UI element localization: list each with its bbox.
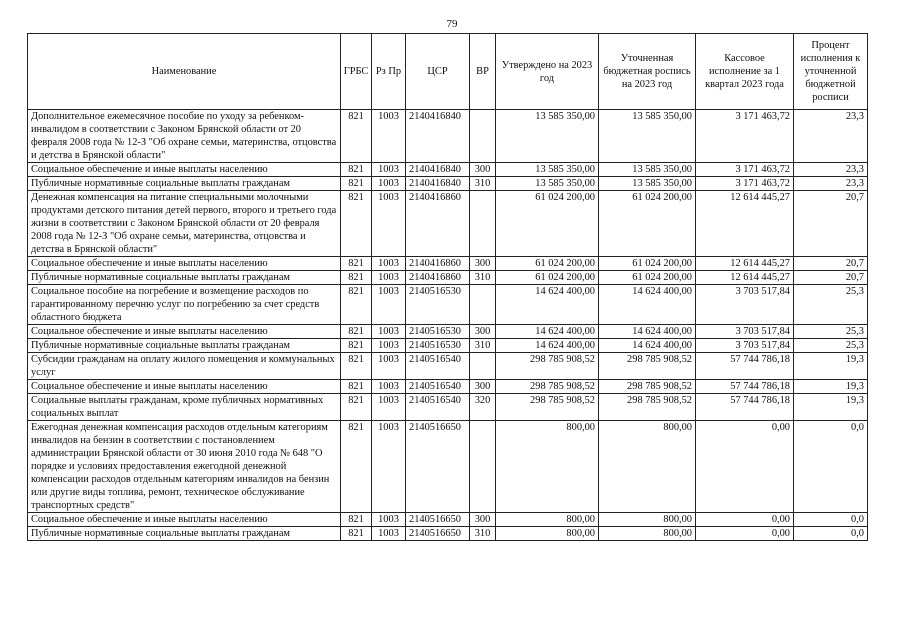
cell-grbs: 821: [341, 421, 372, 513]
cell-approved: 800,00: [496, 513, 599, 527]
cell-grbs: 821: [341, 353, 372, 380]
cell-approved: 61 024 200,00: [496, 191, 599, 257]
cell-vr: 310: [470, 271, 496, 285]
cell-cash: 3 171 463,72: [696, 163, 794, 177]
table-row: [28, 110, 868, 163]
cell-name: Публичные нормативные социальные выплаты гражданам: [28, 271, 341, 285]
cell-refined: 61 024 200,00: [599, 257, 696, 271]
cell-refined: 14 624 400,00: [599, 339, 696, 353]
table-row: [28, 325, 868, 339]
cell-name: Социальные выплаты гражданам, кроме публичных нормативных социальных выплат: [28, 394, 341, 421]
cell-csr: 2140416840: [406, 177, 470, 191]
cell-rzpr: 1003: [372, 177, 406, 191]
cell-grbs: 821: [341, 285, 372, 325]
cell-name: Социальное обеспечение и иные выплаты населению: [28, 513, 341, 527]
cell-csr: 2140416840: [406, 110, 470, 163]
cell-name: Социальное обеспечение и иные выплаты населению: [28, 325, 341, 339]
cell-refined: 13 585 350,00: [599, 110, 696, 163]
cell-name: Социальное обеспечение и иные выплаты населению: [28, 380, 341, 394]
cell-rzpr: 1003: [372, 513, 406, 527]
cell-grbs: 821: [341, 163, 372, 177]
table-row: [28, 257, 868, 271]
cell-grbs: 821: [341, 110, 372, 163]
cell-cash: 0,00: [696, 421, 794, 513]
cell-refined: 800,00: [599, 527, 696, 541]
cell-csr: 2140416840: [406, 163, 470, 177]
cell-approved: 298 785 908,52: [496, 380, 599, 394]
header-cash: Кассовое исполнение за 1 квартал 2023 года: [696, 34, 794, 110]
cell-refined: 298 785 908,52: [599, 353, 696, 380]
cell-grbs: 821: [341, 177, 372, 191]
cell-approved: 13 585 350,00: [496, 163, 599, 177]
table-body: [28, 110, 868, 541]
cell-approved: 800,00: [496, 421, 599, 513]
table-row: [28, 339, 868, 353]
cell-percent: 25,3: [794, 285, 868, 325]
cell-csr: 2140516540: [406, 353, 470, 380]
cell-cash: 3 703 517,84: [696, 285, 794, 325]
table-row: [28, 191, 868, 257]
cell-csr: 2140516650: [406, 527, 470, 541]
cell-name: Ежегодная денежная компенсация расходов отдельным категориям инвалидов на бензин в соответствии с постановлением администрации Брянской области от 30 июня 2010 года № 648 "О порядке и условиях предоставления ежегодной денежной компенсации расходов отдельным категориям инвалидов на бензин или другие виды топлива, ремонт, техническое обслуживание транспортных средств": [28, 421, 341, 513]
cell-name: Социальное обеспечение и иные выплаты населению: [28, 163, 341, 177]
cell-vr: 310: [470, 177, 496, 191]
cell-percent: 0,0: [794, 421, 868, 513]
cell-csr: 2140516540: [406, 394, 470, 421]
cell-cash: 57 744 786,18: [696, 394, 794, 421]
cell-rzpr: 1003: [372, 339, 406, 353]
table-row: [28, 527, 868, 541]
table-row: [28, 394, 868, 421]
table-row: [28, 285, 868, 325]
cell-refined: 800,00: [599, 513, 696, 527]
cell-percent: 20,7: [794, 271, 868, 285]
cell-approved: 61 024 200,00: [496, 257, 599, 271]
cell-cash: 57 744 786,18: [696, 353, 794, 380]
cell-vr: [470, 110, 496, 163]
cell-csr: 2140516650: [406, 513, 470, 527]
table-row: [28, 271, 868, 285]
cell-rzpr: 1003: [372, 110, 406, 163]
cell-percent: 0,0: [794, 513, 868, 527]
cell-name: Денежная компенсация на питание специальными молочными продуктами детского питания детей первого, второго и третьего года жизни в соответствии с Законом Брянской области от 20 февраля 2008 года № 12-З "Об охране семьи, материнства, отцовства и детства в Брянской области": [28, 191, 341, 257]
cell-percent: 0,0: [794, 527, 868, 541]
cell-cash: 12 614 445,27: [696, 257, 794, 271]
cell-refined: 13 585 350,00: [599, 163, 696, 177]
cell-name: Дополнительное ежемесячное пособие по уходу за ребенком-инвалидом в соответствии с Законом Брянской области от 20 февраля 2008 года № 12-З "Об охране семьи, материнства, отцовства и детства в Брянской области": [28, 110, 341, 163]
cell-percent: 19,3: [794, 353, 868, 380]
table-row: [28, 380, 868, 394]
budget-table: [27, 33, 868, 541]
cell-name: Публичные нормативные социальные выплаты гражданам: [28, 527, 341, 541]
cell-percent: 25,3: [794, 325, 868, 339]
cell-approved: 61 024 200,00: [496, 271, 599, 285]
cell-csr: 2140516530: [406, 325, 470, 339]
cell-vr: 300: [470, 257, 496, 271]
cell-cash: 3 703 517,84: [696, 325, 794, 339]
header-csr: ЦСР: [406, 34, 470, 110]
cell-grbs: 821: [341, 527, 372, 541]
cell-percent: 19,3: [794, 380, 868, 394]
cell-approved: 800,00: [496, 527, 599, 541]
cell-approved: 14 624 400,00: [496, 325, 599, 339]
cell-name: Субсидии гражданам на оплату жилого помещения и коммунальных услуг: [28, 353, 341, 380]
cell-refined: 14 624 400,00: [599, 285, 696, 325]
cell-rzpr: 1003: [372, 380, 406, 394]
cell-refined: 61 024 200,00: [599, 271, 696, 285]
cell-rzpr: 1003: [372, 271, 406, 285]
header-approved: Утверждено на 2023 год: [496, 34, 599, 110]
cell-approved: 14 624 400,00: [496, 285, 599, 325]
cell-approved: 13 585 350,00: [496, 110, 599, 163]
cell-name: Публичные нормативные социальные выплаты гражданам: [28, 177, 341, 191]
header-vr: ВР: [470, 34, 496, 110]
cell-vr: [470, 191, 496, 257]
cell-rzpr: 1003: [372, 285, 406, 325]
cell-rzpr: 1003: [372, 325, 406, 339]
header-name: Наименование: [28, 34, 341, 110]
cell-refined: 13 585 350,00: [599, 177, 696, 191]
cell-csr: 2140416860: [406, 257, 470, 271]
table-row: [28, 353, 868, 380]
cell-refined: 61 024 200,00: [599, 191, 696, 257]
cell-rzpr: 1003: [372, 353, 406, 380]
cell-cash: 0,00: [696, 527, 794, 541]
cell-rzpr: 1003: [372, 421, 406, 513]
cell-percent: 23,3: [794, 177, 868, 191]
cell-percent: 23,3: [794, 163, 868, 177]
cell-cash: 12 614 445,27: [696, 271, 794, 285]
cell-vr: 300: [470, 513, 496, 527]
table-row: [28, 163, 868, 177]
cell-cash: 3 703 517,84: [696, 339, 794, 353]
cell-vr: 310: [470, 527, 496, 541]
cell-name: Социальное обеспечение и иные выплаты населению: [28, 257, 341, 271]
cell-vr: 300: [470, 325, 496, 339]
cell-refined: 14 624 400,00: [599, 325, 696, 339]
cell-csr: 2140416860: [406, 271, 470, 285]
cell-vr: 300: [470, 163, 496, 177]
table-row: [28, 513, 868, 527]
cell-vr: [470, 285, 496, 325]
cell-percent: 23,3: [794, 110, 868, 163]
cell-grbs: 821: [341, 257, 372, 271]
cell-name: Социальное пособие на погребение и возмещение расходов по гарантированному перечню услуг по погребению за счет средств областного бюджета: [28, 285, 341, 325]
cell-approved: 298 785 908,52: [496, 394, 599, 421]
header-refined: Уточненная бюджетная роспись на 2023 год: [599, 34, 696, 110]
cell-vr: [470, 353, 496, 380]
cell-grbs: 821: [341, 339, 372, 353]
cell-vr: 300: [470, 380, 496, 394]
cell-approved: 13 585 350,00: [496, 177, 599, 191]
page-number: 79: [446, 18, 458, 30]
cell-percent: 19,3: [794, 394, 868, 421]
cell-cash: 57 744 786,18: [696, 380, 794, 394]
cell-grbs: 821: [341, 513, 372, 527]
cell-percent: 20,7: [794, 257, 868, 271]
cell-approved: 298 785 908,52: [496, 353, 599, 380]
cell-vr: 310: [470, 339, 496, 353]
cell-grbs: 821: [341, 380, 372, 394]
cell-cash: 3 171 463,72: [696, 177, 794, 191]
cell-rzpr: 1003: [372, 163, 406, 177]
cell-grbs: 821: [341, 394, 372, 421]
cell-percent: 25,3: [794, 339, 868, 353]
header-rzpr: Рз Пр: [372, 34, 406, 110]
cell-csr: 2140516530: [406, 339, 470, 353]
table-row: [28, 421, 868, 513]
cell-cash: 0,00: [696, 513, 794, 527]
cell-rzpr: 1003: [372, 527, 406, 541]
cell-rzpr: 1003: [372, 257, 406, 271]
cell-name: Публичные нормативные социальные выплаты гражданам: [28, 339, 341, 353]
cell-grbs: 821: [341, 191, 372, 257]
header-percent: Процент исполнения к уточненной бюджетной росписи: [794, 34, 868, 110]
cell-csr: 2140416860: [406, 191, 470, 257]
cell-vr: 320: [470, 394, 496, 421]
cell-approved: 14 624 400,00: [496, 339, 599, 353]
cell-grbs: 821: [341, 271, 372, 285]
cell-cash: 3 171 463,72: [696, 110, 794, 163]
cell-cash: 12 614 445,27: [696, 191, 794, 257]
cell-vr: [470, 421, 496, 513]
cell-percent: 20,7: [794, 191, 868, 257]
cell-csr: 2140516650: [406, 421, 470, 513]
cell-refined: 298 785 908,52: [599, 394, 696, 421]
cell-refined: 800,00: [599, 421, 696, 513]
cell-csr: 2140516540: [406, 380, 470, 394]
table-header-row: [28, 34, 868, 110]
cell-grbs: 821: [341, 325, 372, 339]
header-grbs: ГРБС: [341, 34, 372, 110]
table-row: [28, 177, 868, 191]
cell-rzpr: 1003: [372, 394, 406, 421]
cell-refined: 298 785 908,52: [599, 380, 696, 394]
cell-rzpr: 1003: [372, 191, 406, 257]
cell-csr: 2140516530: [406, 285, 470, 325]
